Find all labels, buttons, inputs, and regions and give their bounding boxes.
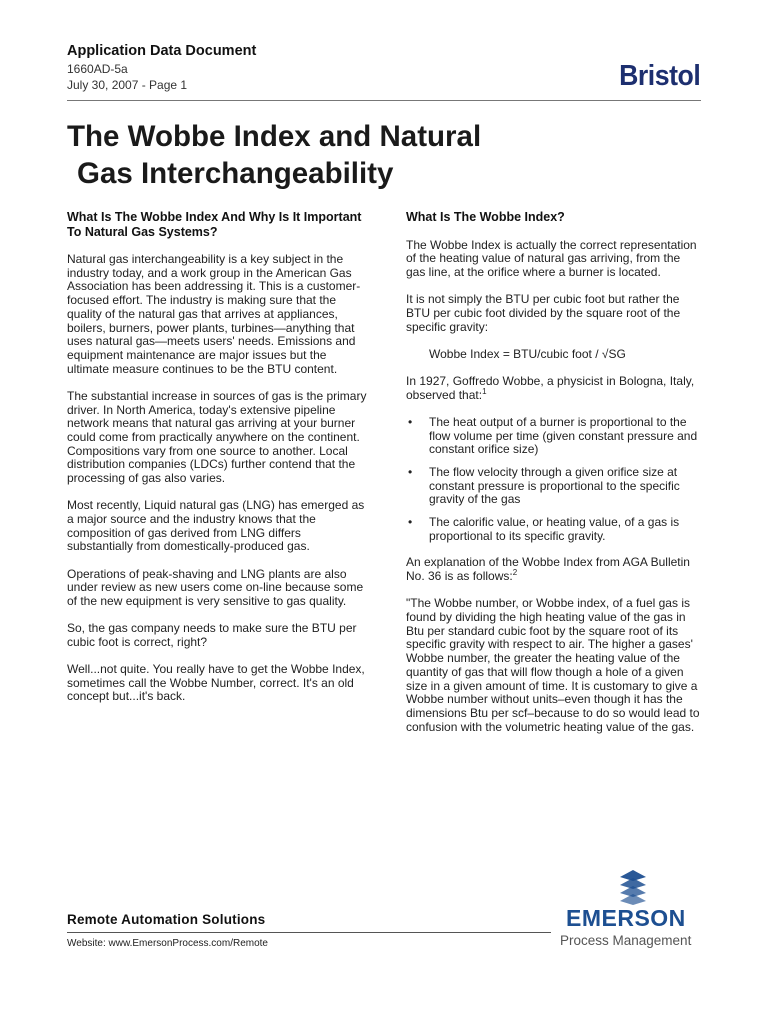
paragraph: Operations of peak-shaving and LNG plants are also under review as new users come on-line because some of the new equipment is very sensitive to gas quality.: [67, 566, 364, 608]
bristol-logo: Bristol: [618, 60, 700, 92]
document-type: Application Data Document: [67, 43, 257, 59]
paragraph: [406, 556, 702, 583]
left-column: [67, 210, 367, 718]
aga-quote: "The Wobbe number, or Wobbe index, of a fuel gas is found by dividing the high heating value of the gas in Btu per standard cubic foot by the square root of its specific gravity with respect to air. The higher a gases' Wobbe number, the greater the heating value of the quantity of gas that will flow though a hole of a given size in a given amount of time. It is customary to give a Wobbe number without units–even though it has the dimensions Btu per scf–because to do so would lead to confusion with the volumetric heating value of the gas.: [406, 596, 700, 734]
list-item-text: The heat output of a burner is proportional to the flow volume per time (given constant pressure and constant orifice size): [429, 414, 698, 457]
footer-divider: [67, 932, 551, 933]
bullet: •: [408, 464, 413, 479]
paragraph: Most recently, Liquid natural gas (LNG) has emerged as a major source and the industry knows that the composition of gas derived from LNG differs substantially from domestically-produced gas.: [67, 498, 365, 554]
paragraph: It is not simply the BTU per cubic foot but rather the BTU per cubic foot divided by the square root of the specific gravity:: [406, 292, 681, 334]
right-column-heading: What Is The Wobbe Index?: [406, 210, 565, 224]
bullet: •: [408, 515, 413, 530]
footer-website: Website: www.EmersonProcess.com/Remote: [67, 938, 268, 949]
paragraph: The Wobbe Index is actually the correct representation of the heating value of natural gas arriving, from the gas line, at the orifice where a burner is located.: [406, 237, 697, 279]
paragraph: [406, 375, 702, 402]
right-column: [406, 210, 702, 748]
document-date-page: July 30, 2007 - Page 1: [67, 78, 188, 92]
paragraph: Well...not quite. You really have to get the Wobbe Index, sometimes call the Wobbe Number, correct. It's an old concept but...it's back.: [67, 662, 365, 704]
title-line-2: Gas Interchangeability: [77, 157, 394, 190]
list-item: [406, 516, 702, 543]
footer-division: Remote Automation Solutions: [67, 912, 266, 927]
footnote-ref: 1: [482, 386, 487, 396]
paragraph: Natural gas interchangeability is a key subject in the industry today, and a work group in the American Gas Association has been addressing it. This is a customer-focused effort. The industry is making sure that the quality of the natural gas that arrives at appliances, boilers, burners, power plants, turbines—anything that uses natural gas—meets users' needs. Emissions and equipment maintenance are major issues but the ultimate measure continues to be the BTU content.: [67, 252, 361, 376]
paragraph-text: In 1927, Goffredo Wobbe, a physicist in Bologna, Italy, observed that:: [406, 373, 695, 402]
bullet: •: [408, 414, 413, 429]
wobbe-formula: Wobbe Index = BTU/cubic foot / √SG: [429, 346, 626, 361]
document-number: 1660AD-5a: [67, 62, 128, 76]
list-item: [406, 416, 702, 457]
paragraph: The substantial increase in sources of gas is the primary driver. In North America, today's extensive pipeline network means that natural gas arriving at your burner could come from practically anywhere on the continent. Compositions vary from one source to another. Local distribution companies (LDCs) further contend that the processing of gas also varies.: [67, 388, 367, 486]
emerson-subtitle: Process Management: [560, 933, 692, 948]
footnote-ref: 2: [512, 568, 518, 578]
emerson-logo: EMERSON: [566, 905, 686, 931]
list-item-text: The calorific value, or heating value, of a gas is proportional to its specific gravity.: [429, 515, 680, 543]
header-divider: [67, 100, 701, 101]
emerson-logo-icon: [616, 868, 650, 910]
title-line-1: The Wobbe Index and Natural: [67, 120, 482, 153]
paragraph: So, the gas company needs to make sure the BTU per cubic foot is correct, right?: [67, 621, 357, 649]
page-title: [67, 118, 687, 192]
paragraph-text: An explanation of the Wobbe Index from AGA Bulletin No. 36 is as follows:: [406, 555, 690, 584]
list-item: [406, 466, 702, 507]
observation-list: [406, 416, 702, 544]
left-column-heading: What Is The Wobbe Index And Why Is It Important To Natural Gas Systems?: [67, 210, 362, 239]
list-item-text: The flow velocity through a given orifice size at constant pressure is proportional to the specific gravity of the gas: [429, 464, 680, 507]
